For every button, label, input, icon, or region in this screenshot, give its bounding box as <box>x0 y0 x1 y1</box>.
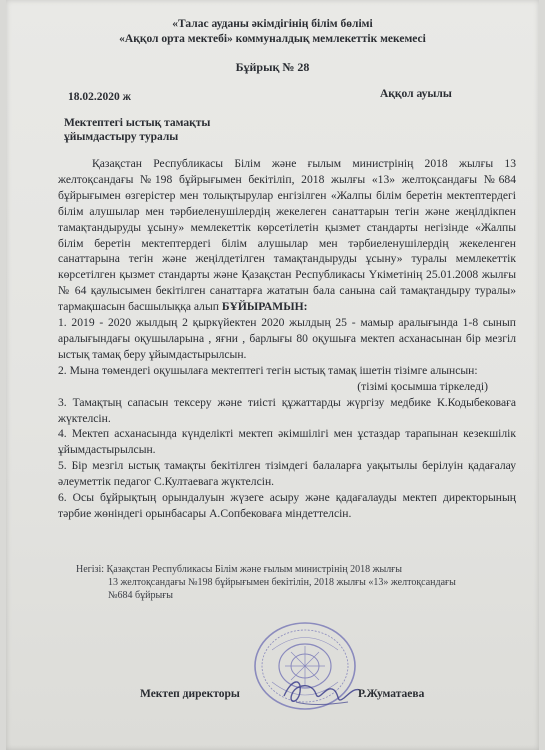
footnote-line-3: №684 бұйрығы <box>108 590 174 601</box>
signatory-name: Р.Жуматаева <box>358 688 425 700</box>
order-item-5: 5. Бір мезгіл ыстық тамақты бекітілген тізімдегі балаларға уақытылы берілуін қадағалау әлеуметтік педагог С.Култаевага жүктелсін. <box>58 459 516 489</box>
order-item-3: 3. Тамақтың сапасын тексеру және тиісті құжаттарды жүргізу медбике К.Кодыбековаға жүктелсін. <box>58 395 516 425</box>
document-page <box>6 0 539 750</box>
order-subject <box>64 116 210 144</box>
intro-text: Қазақстан Республикасы Білім және ғылым министрінің 2018 жылғы 13 желтоқсандағы №198 бұйрығымен бекітіліп, 2018 жылғы «13» желтоқсандағы №684 бұйрығымен өзгерістер мен толықтырулар енгізілген «Жалпы білім беретін мектептердегі білім алушылар мен тәрбиеленушілердің жекелеген санаттарын тегін және жеңілдікпен тамақтандыруды ұсыну» мемлекеттік көрсетілетін қызмет стандарты негізінде «Жалпы білім беретін мектептердегі білім алушылар мен тәрбиеленушілердің жекеленген санаттарына тегін және жеңілдетілген тамақтандыруды ұсыну» туралы мемлекеттік көрсетілген қызмет стандарты және Қазақстан Республикасы Үкіметінің 25.01.2008 жылғы № 64 қаулысымен бекітілген санаттарға жататын бала санына сай тамақтандыру туралы» тармақшасын басшылыққа алып <box>58 157 516 314</box>
organization-line-2: «Аққол орта мектебі» коммуналдық мемлекеттік мекемесі <box>119 33 426 45</box>
intro-paragraph <box>58 156 516 315</box>
basis-footnote <box>76 563 496 602</box>
order-place: Аққол ауылы <box>380 88 452 100</box>
director-signature-icon <box>278 672 364 712</box>
list-attachment-note: (тізімі қосымша тіркеледі) <box>357 379 488 393</box>
order-item-2: 2. Мына төмендегі оқушылаға мектептегі тегін ыстық тамақ ішетін тізімге алынсын: <box>58 363 478 377</box>
signatory-title: Мектеп директоры <box>140 688 240 700</box>
order-item-1: 1. 2019 - 2020 жылдың 2 қыркүйектен 2020 жылдың 25 - мамыр аралығында 1-8 сынып аралығындағы оқушыларына , яғни , барлығы 80 оқушыға мектеп асханасынан бір мезгіл ыстық тамақ беру ұйымдастырылсын. <box>58 316 516 361</box>
footnote-line-1: Негізі: Қазақстан Республикасы Білім және ғылым министрінің 2018 жылғы <box>76 564 403 575</box>
command-word: БҰЙЫРАМЫН: <box>221 300 308 314</box>
organization-line-1: «Талас ауданы әкімдігінің білім бөлімі <box>172 18 373 30</box>
order-item-6: 6. Осы бұйрықтың орындалуын жүзеге асыру және қадағалауды мектеп директорының тәрбие жөніндегі орынбасары А.Сопбековаға міндеттелсін. <box>58 491 516 520</box>
order-title: Бұйрық № 28 <box>235 60 310 74</box>
order-body <box>58 156 516 522</box>
subject-line-2: ұйымдастыру туралы <box>64 131 179 143</box>
order-date: 18.02.2020 ж <box>68 91 131 103</box>
subject-line-1: Мектептегі ыстық тамақты <box>64 117 211 129</box>
order-item-4: 4. Мектеп асханасында күнделікті мектеп әкімшілігі мен ұстаздар тарапынан кезекшілік ұйымдастырылсын. <box>58 427 516 457</box>
footnote-line-2: 13 желтоқсандағы №198 бұйрығымен бекітілін, 2018 жылғы «13» желтоқсандағы <box>108 577 456 588</box>
